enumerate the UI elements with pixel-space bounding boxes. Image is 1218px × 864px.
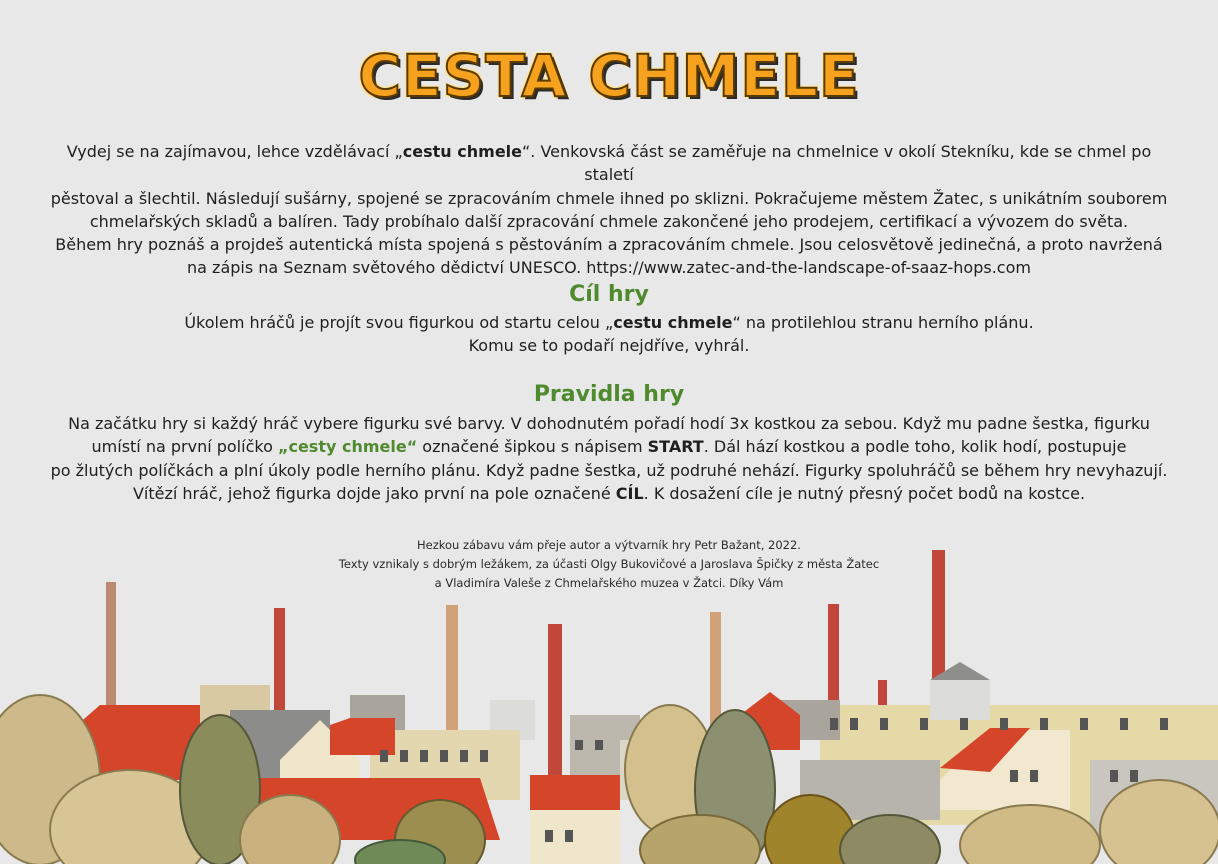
rules-line-2: umístí na první políčko „cesty chmele“ označené šipkou s nápisem START. Dál hází kostkou a podle toho, kolik hodí, postupuje: [91, 437, 1127, 457]
credits: [0, 536, 1218, 593]
rules-highlight: „cesty chmele“: [277, 437, 418, 457]
goal-highlight: cestu chmele: [613, 313, 733, 332]
intro-paragraph: [40, 140, 1178, 280]
goal-line-1: Úkolem hráčů je projít svou figurkou od startu celou „cestu chmele“ na protilehlou stranu herního plánu.: [184, 313, 1034, 332]
intro-highlight: cestu chmele: [402, 142, 522, 161]
page-title: CESTA CHMELE: [358, 42, 860, 110]
rules-line-4: Vítězí hráč, jehož figurka dojde jako první na pole označené CÍL. K dosažení cíle je nutný přesný počet bodů na kostce.: [132, 483, 1086, 503]
rules-line-1: Na začátku hry si každý hráč vybere figurku své barvy. V dohodnutém pořadí hodí 3x kostkou za sebou. Když mu padne šestka, figurku: [68, 414, 1150, 433]
start-label: START: [647, 437, 704, 457]
finish-label: CÍL: [615, 483, 644, 503]
credits-line-3: a Vladimíra Valeše z Chmelařského muzea v Žatci. Díky Vám: [434, 576, 784, 590]
intro-line-4: Během hry poznáš a projdeš autentická místa spojená s pěstováním a zpracováním chmele. Jsou celosvětově jedinečná, a proto navržená: [55, 235, 1163, 255]
intro-line-3: chmelařských skladů a balíren. Tady probíhalo další zpracování chmele zakončené jeho prodejem, certifikací a vývozem do světa.: [89, 211, 1129, 231]
credits-line-1: Hezkou zábavu vám přeje autor a výtvarník hry Petr Bažant, 2022.: [417, 538, 801, 552]
rules-paragraph: [40, 412, 1178, 505]
intro-line-1: Vydej se na zajímavou, lehce vzdělávací „cestu chmele“. Venkovská část se zaměřuje na chmelnice v okolí Stekníku, kde se chmel po staletí: [66, 142, 1152, 185]
goal-line-2: Komu se to podaří nejdříve, vyhrál.: [468, 336, 750, 356]
credits-line-2: Texty vznikaly s dobrým ležákem, za účasti Olgy Bukovičové a Jaroslava Špičky z města Žatec: [338, 557, 880, 571]
intro-line-2: pěstoval a šlechtil. Následují sušárny, spojené se zpracováním chmele ihned po sklizni. Pokračujeme městem Žatec, s unikátním souborem: [50, 188, 1168, 208]
goal-paragraph: [40, 311, 1178, 358]
intro-line-5: na zápis na Seznam světového dědictví UNESCO. https://www.zatec-and-the-landscape-of-saaz-hops.com: [187, 258, 1031, 278]
rules-heading: Pravidla hry: [533, 382, 685, 407]
rules-line-3: po žlutých políčkách a plní úkoly podle herního plánu. Když padne šestka, už podruhé nehází. Figurky spoluhráčů se během hry nevyhazují.: [50, 460, 1168, 480]
goal-heading: Cíl hry: [569, 282, 649, 307]
